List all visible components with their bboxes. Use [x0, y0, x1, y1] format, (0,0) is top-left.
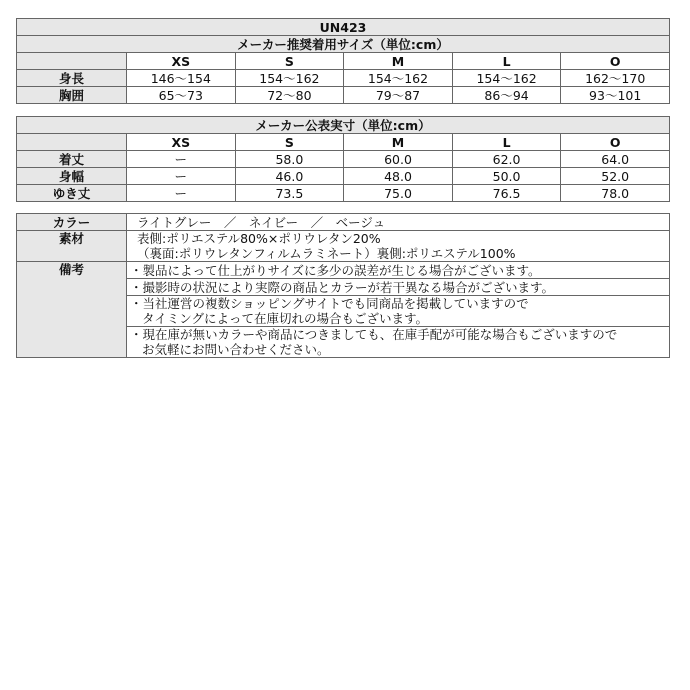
- note-text: お気軽にお問い合わせください。: [142, 342, 330, 357]
- size-header-xs: XS: [127, 134, 236, 151]
- size-header-s: S: [235, 134, 344, 151]
- material-line: （裏面:ポリウレタンフィルムラミネート）裏側:ポリエステル100%: [137, 246, 516, 261]
- size-header-m: M: [344, 134, 453, 151]
- cell: 76.5: [452, 185, 561, 202]
- cell: 146～154: [127, 70, 236, 87]
- note-text: ・ 現在庫が無いカラーや商品につきましても、在庫手配が可能な場合もございますので: [130, 327, 669, 342]
- cell: 86～94: [452, 87, 561, 104]
- size-header-l: L: [452, 53, 561, 70]
- note-item: [127, 296, 670, 327]
- cell: 78.0: [561, 185, 670, 202]
- cell: 50.0: [452, 168, 561, 185]
- cell: ー: [127, 185, 236, 202]
- cell: 65～73: [127, 87, 236, 104]
- row-label-length: 着丈: [17, 151, 127, 168]
- notes-label: 備考: [17, 262, 127, 358]
- cell: ー: [127, 168, 236, 185]
- table-row: [17, 70, 670, 87]
- table-row: [17, 87, 670, 104]
- size-header-xs: XS: [127, 53, 236, 70]
- row-label-height: 身長: [17, 70, 127, 87]
- cell: 62.0: [452, 151, 561, 168]
- corner-cell: [17, 53, 127, 70]
- note-text: ・ 当社運営の複数ショッピングサイトでも同商品を掲載していますので: [130, 296, 669, 311]
- cell: 154～162: [235, 70, 344, 87]
- corner-cell: [17, 134, 127, 151]
- size-header-s: S: [235, 53, 344, 70]
- cell: 52.0: [561, 168, 670, 185]
- table-row: [17, 214, 670, 231]
- measurement-table: [16, 116, 670, 202]
- cell: 48.0: [344, 168, 453, 185]
- recommended-size-table: [16, 18, 670, 104]
- cell: ー: [127, 151, 236, 168]
- cell: 154～162: [452, 70, 561, 87]
- size-header-o: O: [561, 134, 670, 151]
- note-item: [127, 327, 670, 358]
- size-header-o: O: [561, 53, 670, 70]
- cell: 154～162: [344, 70, 453, 87]
- cell: 64.0: [561, 151, 670, 168]
- table-row: [17, 262, 670, 279]
- note-item: [127, 262, 670, 279]
- cell: 93～101: [561, 87, 670, 104]
- color-value: ライトグレー ／ ネイビー ／ ベージュ: [127, 214, 670, 231]
- size-header-m: M: [344, 53, 453, 70]
- note-text: ・ 撮影時の状況により実際の商品とカラーが若干異なる場合がございます。: [130, 280, 669, 295]
- table-row: [17, 185, 670, 202]
- note-item: [127, 279, 670, 296]
- cell: 60.0: [344, 151, 453, 168]
- color-label: カラー: [17, 214, 127, 231]
- note-text: ・ 製品によって仕上がりサイズに多少の誤差が生じる場合がございます。: [130, 263, 669, 278]
- note-text: タイミングによって在庫切れの場合もございます。: [142, 311, 429, 326]
- cell: 58.0: [235, 151, 344, 168]
- material-line: 表側:ポリエステル80%×ポリウレタン20%: [137, 231, 381, 246]
- cell: 46.0: [235, 168, 344, 185]
- material-label: 素材: [17, 231, 127, 262]
- row-label-chest: 胸囲: [17, 87, 127, 104]
- table-row: [17, 168, 670, 185]
- table-row: [17, 231, 670, 262]
- cell: 72～80: [235, 87, 344, 104]
- cell: 162～170: [561, 70, 670, 87]
- cell: 79～87: [344, 87, 453, 104]
- measurement-title: メーカー公表実寸（単位:cm）: [17, 117, 670, 134]
- recommended-size-title: メーカー推奨着用サイズ（単位:cm）: [17, 36, 670, 53]
- row-label-width: 身幅: [17, 168, 127, 185]
- material-value: [127, 231, 670, 262]
- product-code: UN423: [17, 19, 670, 36]
- cell: 75.0: [344, 185, 453, 202]
- cell: 73.5: [235, 185, 344, 202]
- size-header-l: L: [452, 134, 561, 151]
- product-info-table: [16, 213, 670, 358]
- table-row: [17, 151, 670, 168]
- row-label-sleeve: ゆき丈: [17, 185, 127, 202]
